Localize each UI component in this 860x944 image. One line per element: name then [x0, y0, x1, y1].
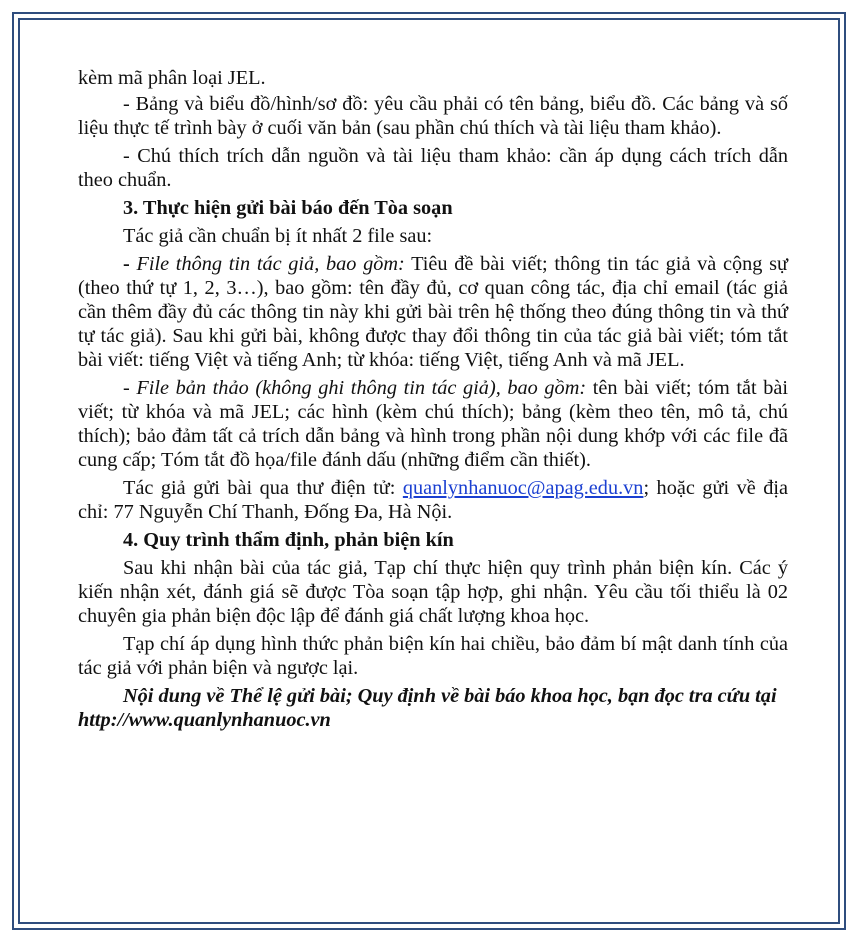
- author-info-file-label: File thông tin tác giả, bao gồm:: [136, 253, 405, 275]
- paragraph-double-blind: Tạp chí áp dụng hình thức phản biện kín hai chiều, bảo đảm bí mật danh tính của tác giả với phản biện và ngược lại.: [78, 633, 788, 679]
- submission-text-after: ; hoặc gửi về địa chỉ: 77 Nguyễn Chí Thanh, Đống Đa, Hà Nội.: [78, 477, 788, 523]
- manuscript-file-text: tên bài viết; tóm tắt bài viết; từ khóa và mã JEL; các hình (kèm chú thích); bảng (kèm theo tên, mô tả, chú thích); bảo đảm tất cả trích dẫn bảng và hình trong phần nội dung khớp với các file đã cung cấp; Tóm tắt đồ họa/file đánh dấu (những điểm cần thiết).: [78, 377, 788, 471]
- paragraph-manuscript-file: [78, 376, 788, 472]
- paragraph-tables-figures: - Bảng và biểu đồ/hình/sơ đồ: yêu cầu phải có tên bảng, biểu đồ. Các bảng và số liệu thực tế trình bày ở cuối văn bản (sau phần chú thích và tài liệu tham khảo).: [78, 93, 788, 139]
- manuscript-file-label: - File bản thảo (không ghi thông tin tác giả), bao gồm:: [123, 377, 587, 399]
- author-info-file-text: Tiêu đề bài viết; thông tin tác giả và cộng sự (theo thứ tự 1, 2, 3…), bao gồm: tên đầy đủ, cơ quan công tác, địa chỉ email (tác giả cần thêm đầy đủ các thông tin này khi gửi bài trên hệ thống theo đúng thông tin và thứ tự tác giả). Sau khi gửi bài, không được thay đổi thông tin của tác giả bài viết; tóm tắt bài viết: tiếng Việt và tiếng Anh; từ khóa: tiếng Việt, tiếng Anh và mã JEL.: [78, 253, 788, 371]
- email-link[interactable]: quanlynhanuoc@apag.edu.vn: [402, 477, 644, 499]
- section-heading-3: 3. Thực hiện gửi bài báo đến Tòa soạn: [123, 197, 453, 219]
- paragraph-submission: [78, 476, 788, 524]
- closing-note: Nội dung về Thể lệ gửi bài; Quy định về bài báo khoa học, bạn đọc tra cứu tại http://www.quanlynhanuoc.vn: [78, 685, 777, 731]
- submission-text-before: Tác giả gửi bài qua thư điện tử:: [123, 477, 403, 499]
- dash-marker: -: [123, 253, 137, 275]
- paragraph-review-process: Sau khi nhận bài của tác giả, Tạp chí thực hiện quy trình phản biện kín. Các ý kiến nhận xét, đánh giá sẽ được Tòa soạn tập hợp, ghi nhận. Yêu cầu tối thiểu là 02 chuyên gia phản biện độc lập để đánh giá chất lượng khoa học.: [78, 557, 788, 627]
- paragraph-author-info-file: [78, 252, 788, 372]
- document-body: [78, 66, 788, 732]
- section-heading-4: 4. Quy trình thẩm định, phản biện kín: [123, 529, 454, 551]
- paragraph-citations: - Chú thích trích dẫn nguồn và tài liệu tham khảo: cần áp dụng cách trích dẫn theo chuẩn.: [78, 145, 788, 191]
- paragraph-jel-continuation: kèm mã phân loại JEL.: [78, 67, 266, 89]
- paragraph-files-intro: Tác giả cần chuẩn bị ít nhất 2 file sau:: [123, 225, 433, 247]
